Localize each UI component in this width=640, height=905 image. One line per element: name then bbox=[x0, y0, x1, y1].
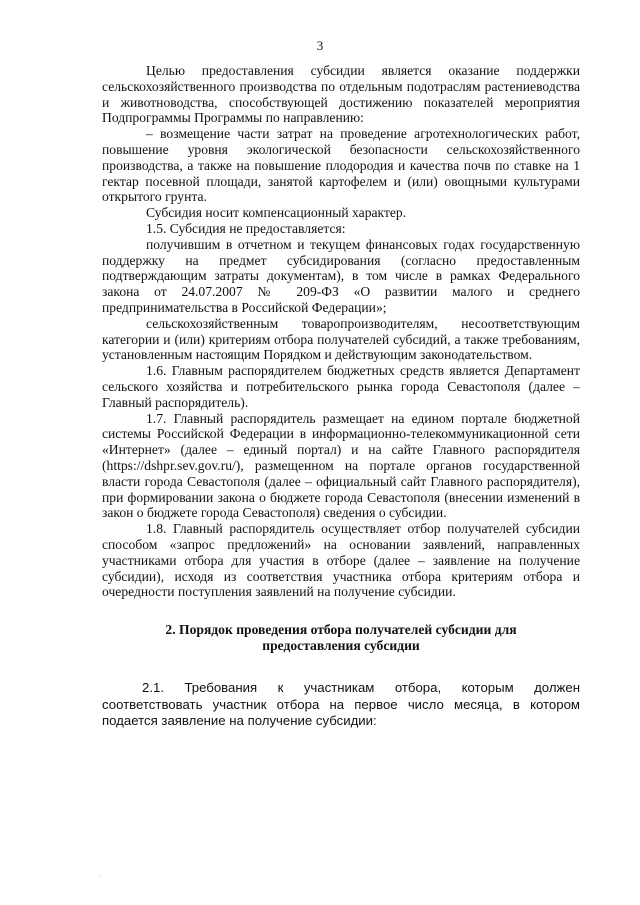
paragraph-2-1: 2.1. Требования к участникам отбора, которым должен соответствовать участник отбора на первое число месяца, в котором подается заявление на получение субсидии: bbox=[102, 680, 580, 729]
section-heading-line1: 2. Порядок проведения отбора получателей субсидии для bbox=[165, 622, 517, 638]
section-heading bbox=[102, 622, 580, 654]
paragraph-1-6: 1.6. Главным распорядителем бюджетных средств является Департамент сельского хозяйства и потребительского рынка города Севастополя (далее – Главный распорядитель). bbox=[102, 363, 580, 410]
paragraph-1-7: 1.7. Главный распорядитель размещает на едином портале бюджетной системы Российской Федерации в информационно-телекоммуникационной сети «Интернет» (далее – единый портал) и на сайте Главного распорядителя (https://dshpr.sev.gov.ru/), размещенном на портале органов государственной власти города Севастополя (далее – официальный сайт Главного распорядителя), при формировании закона о бюджете города Севастополя (внесении изменений в закон о бюджете города Севастополя) сведения о субсидии. bbox=[102, 410, 580, 521]
document-body bbox=[102, 63, 580, 730]
paragraph-compensation: Субсидия носит компенсационный характер. bbox=[146, 205, 407, 221]
paragraph-previous-support: получившим в отчетном и текущем финансовых годах государственную поддержку на предмет субсидирования (согласно предоставленным подтверждающим затраты документам), в том числе в рамках Федерального закона от 24.07.2007 № 209-ФЗ «О развитии малого и среднего предпринимательства в Российской Федерации»; bbox=[102, 236, 580, 315]
page-number: 3 bbox=[316, 38, 324, 53]
paragraph-1-5: 1.5. Субсидия не предоставляется: bbox=[146, 220, 346, 236]
paragraph-cost-reimbursement: – возмещение части затрат на проведение агротехнологических работ, повышение уровня экологической безопасности сельскохозяйственного производства, а также на повышение плодородия и качества почв по ставке на 1 гектар посевной площади, занятой картофелем и (или) овощными культурами открытого грунта. bbox=[102, 126, 580, 205]
scan-speck bbox=[100, 876, 101, 877]
paragraph-subsidy-purpose: Целью предоставления субсидии является оказание поддержки сельскохозяйственного производства по отдельным подотраслям растениеводства и животноводства, способствующей достижению показателей мероприятия Подпрограммы Программы по направлению: bbox=[102, 63, 580, 126]
section-heading-line2: предоставления субсидии bbox=[262, 638, 420, 654]
paragraph-noncompliant-producers: сельскохозяйственным товаропроизводителям, несоответствующим категории и (или) критериям отбора получателей субсидий, а также требованиям, установленным настоящим Порядком и действующим законодательством. bbox=[102, 315, 580, 363]
paragraph-1-8: 1.8. Главный распорядитель осуществляет отбор получателей субсидии способом «запрос предложений» на основании заявлений, направленных участниками отбора для участия в отборе (далее – заявление на получение субсидии), исходя из соответствия участника отбора критериям отбора и очередности поступления заявлений на получение субсидии. bbox=[102, 521, 580, 600]
